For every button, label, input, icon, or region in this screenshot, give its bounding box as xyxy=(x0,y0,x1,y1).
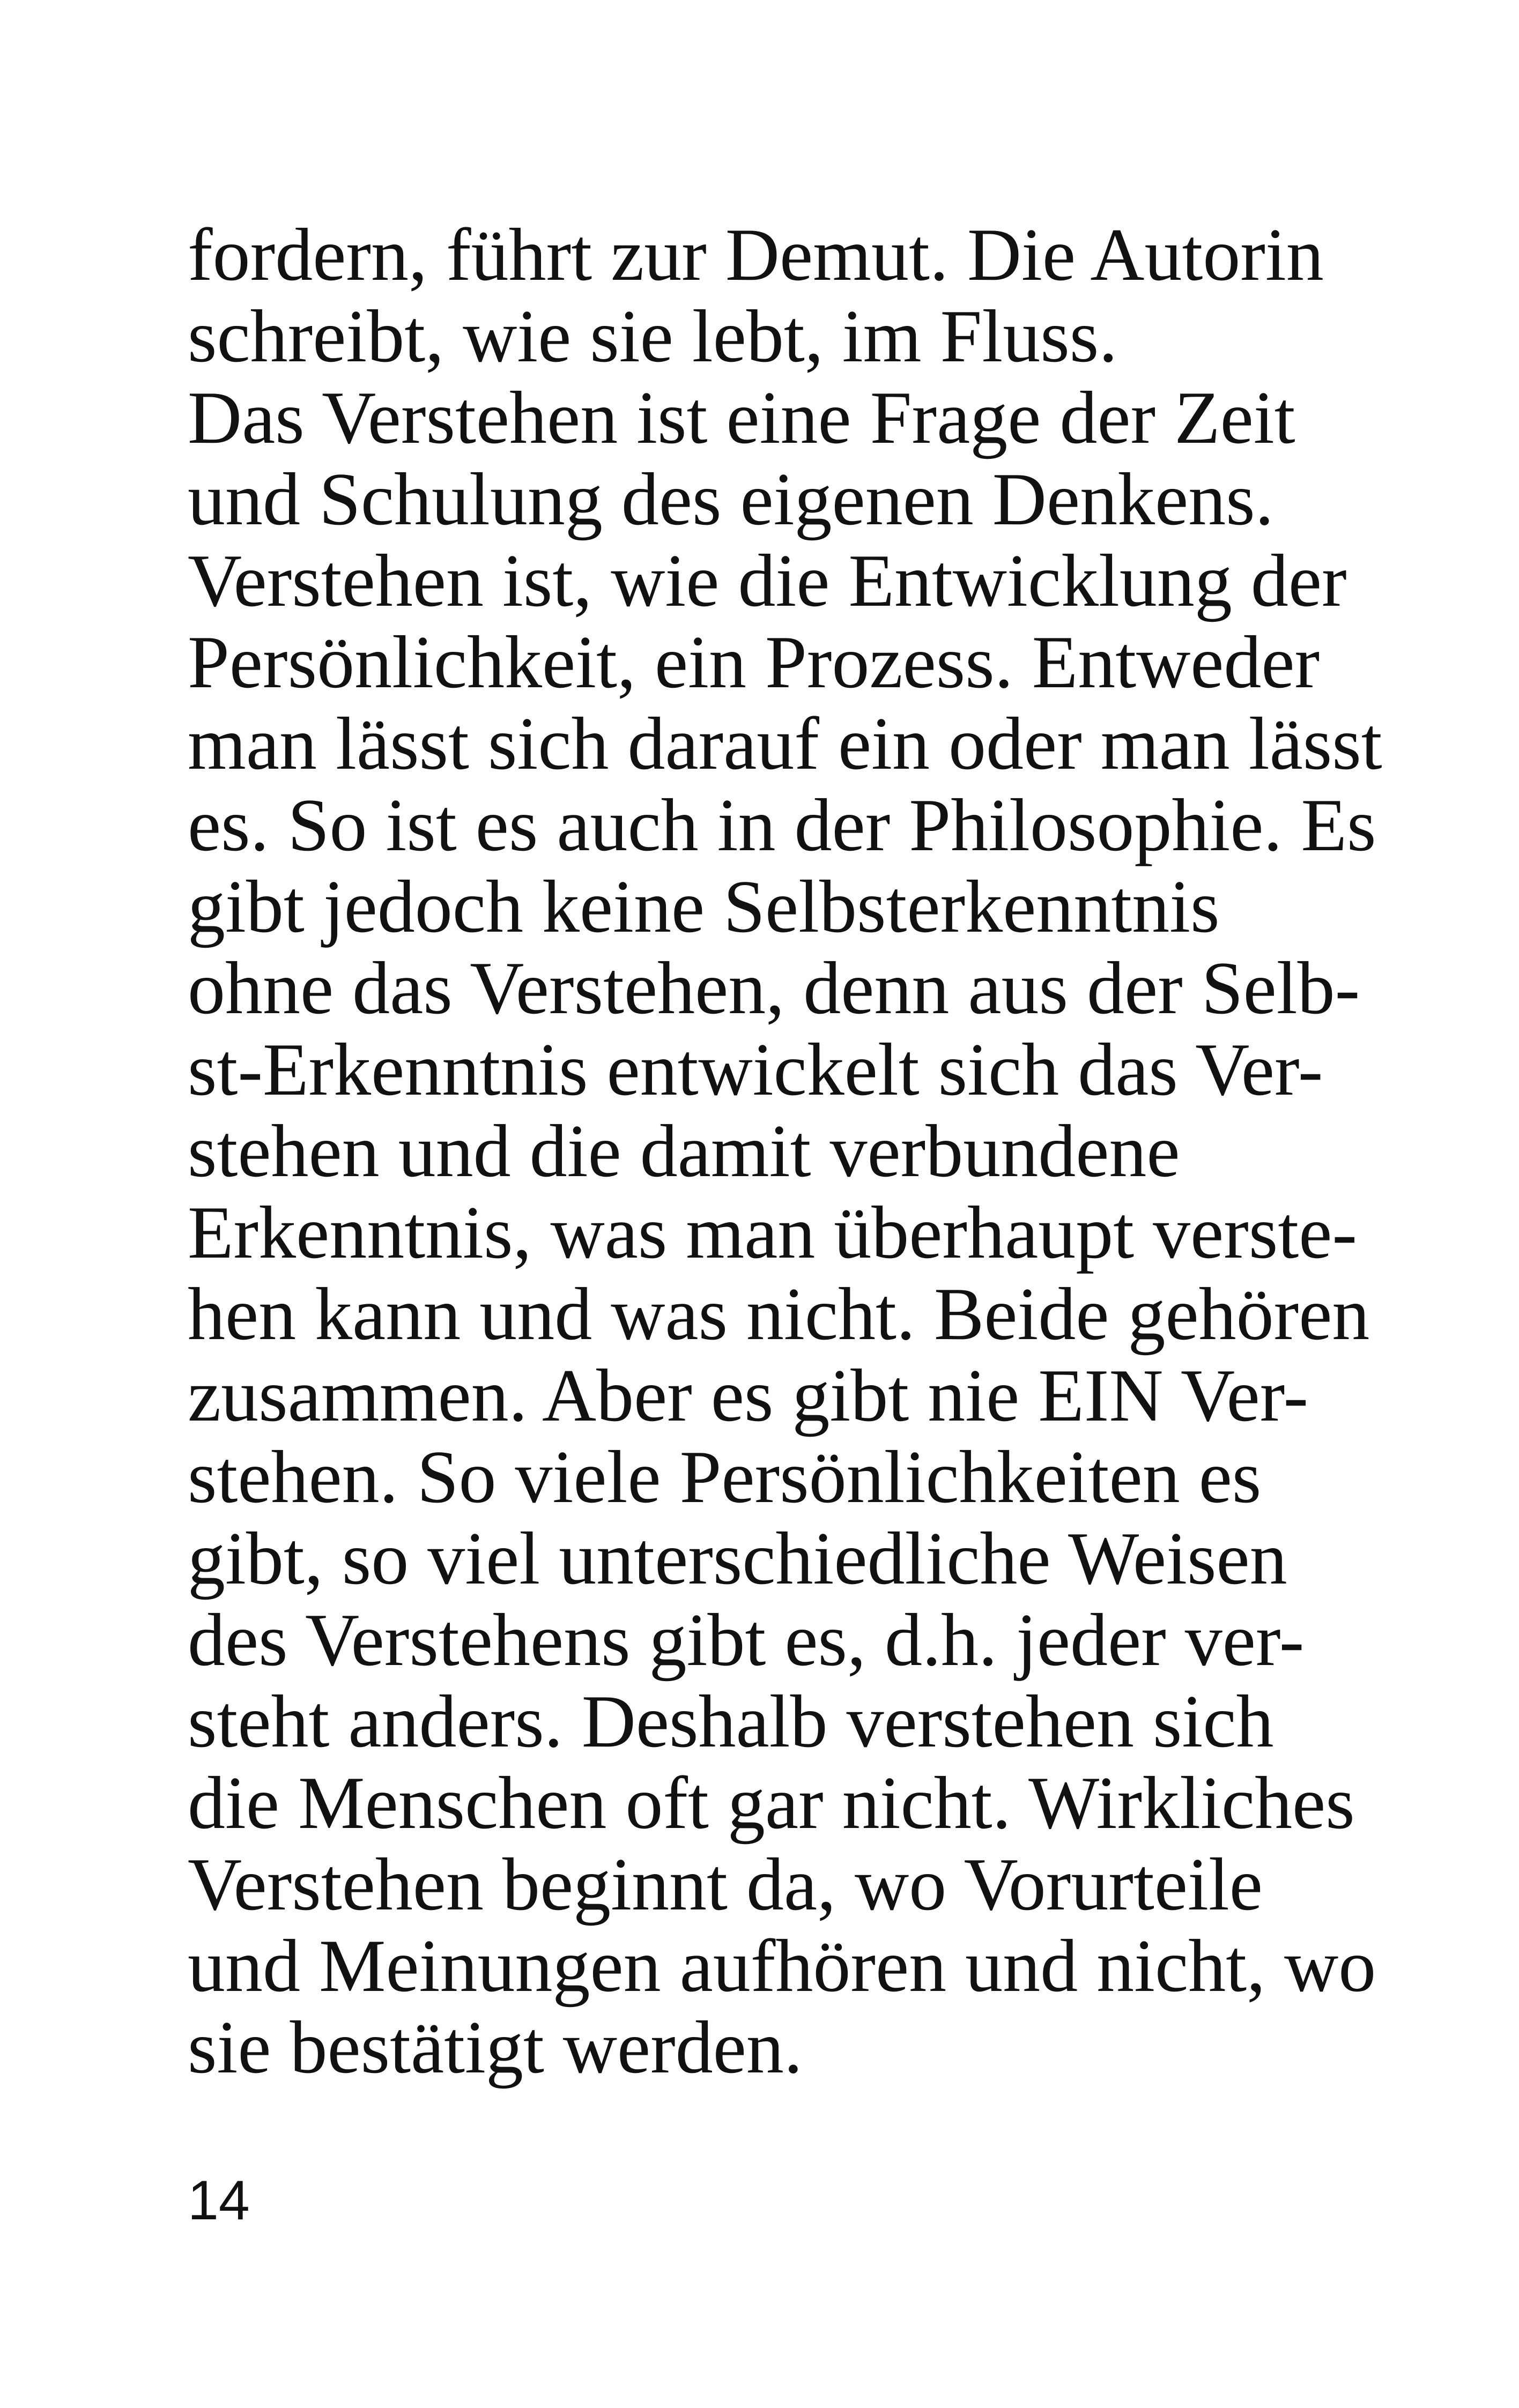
text-line: man lässt sich darauf ein oder man lässt xyxy=(188,702,1382,785)
text-line: die Menschen oft gar nicht. Wirkliches xyxy=(188,1762,1355,1845)
text-line: fordern, führt zur Demut. Die Autorin xyxy=(188,213,1324,296)
text-line: sie bestätigt werden. xyxy=(188,2006,803,2089)
text-line: hen kann und was nicht. Beide gehören xyxy=(188,1273,1370,1356)
text-line: und Meinungen aufhören und nicht, wo xyxy=(188,1924,1376,2008)
text-line: stehen und die damit verbundene xyxy=(188,1110,1180,1193)
text-line: Persönlichkeit, ein Prozess. Entweder xyxy=(188,621,1320,704)
text-line: Erkenntnis, was man überhaupt verste- xyxy=(188,1191,1358,1274)
text-line: es. So ist es auch in der Philosophie. Es xyxy=(188,784,1376,867)
text-line: gibt, so viel unterschiedliche Weisen xyxy=(188,1517,1287,1600)
text-line: st-Erkenntnis entwickelt sich das Ver- xyxy=(188,1028,1323,1111)
text-line: Verstehen beginnt da, wo Vorurteile xyxy=(188,1843,1263,1926)
text-line: Das Verstehen ist eine Frage der Zeit xyxy=(188,376,1295,459)
text-line: des Verstehens gibt es, d.h. jeder ver- xyxy=(188,1599,1305,1682)
text-line: steht anders. Deshalb verstehen sich xyxy=(188,1680,1274,1763)
text-line: ohne das Verstehen, denn aus der Selb- xyxy=(188,947,1360,1030)
text-line: zusammen. Aber es gibt nie EIN Ver- xyxy=(188,1354,1309,1437)
text-line: stehen. So viele Persönlichkeiten es xyxy=(188,1436,1262,1519)
body-text xyxy=(188,213,1382,2089)
text-line: schreibt, wie sie lebt, im Fluss. xyxy=(188,295,1118,378)
text-line: Verstehen ist, wie die Entwicklung der xyxy=(188,539,1347,622)
text-line: gibt jedoch keine Selbsterkenntnis xyxy=(188,865,1220,948)
page-number: 14 xyxy=(188,2169,250,2232)
text-line: und Schulung des eigenen Denkens. xyxy=(188,458,1274,541)
